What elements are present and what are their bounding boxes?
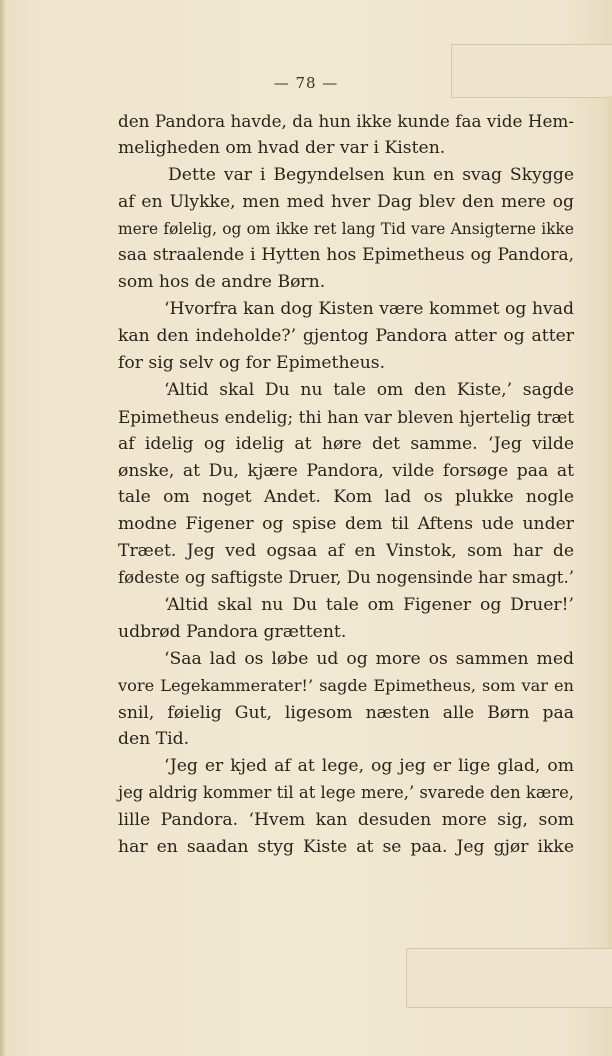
text-line: fødeste og saftigste Druer, Du nogensinde har smagt.’ bbox=[118, 568, 574, 588]
text-line: har en saadan styg Kiste at se paa. Jeg gjør ikke bbox=[118, 837, 574, 858]
text-line: ‘Saa lad os løbe ud og more os sammen med bbox=[164, 648, 574, 669]
text-line: modne Figener og spise dem til Aftens ude under bbox=[118, 514, 574, 535]
text-line: af idelig og idelig at høre det samme. ‘Jeg vilde bbox=[118, 433, 574, 454]
body-text bbox=[118, 108, 574, 861]
text-line: som hos de andre Børn. bbox=[118, 272, 326, 293]
text-line: snil, føielig Gut, ligesom næsten alle Børn paa bbox=[118, 702, 574, 723]
text-line: den Pandora havde, da hun ikke kunde faa vide Hem- bbox=[118, 111, 574, 131]
text-line: tale om noget Andet. Kom lad os plukke nogle bbox=[118, 487, 574, 508]
text-line: lille Pandora. ‘Hvem kan desuden more sig, som bbox=[118, 810, 574, 831]
text-line: vore Legekammerater!’ sagde Epimetheus, som var en bbox=[118, 675, 574, 695]
text-line: Epimetheus endelig; thi han var bleven hjertelig træt bbox=[118, 406, 574, 427]
text-line: af en Ulykke, men med hver Dag blev den mere og bbox=[118, 191, 574, 212]
text-line: jeg aldrig kommer til at lege mere,’ svarede den kære, bbox=[118, 783, 574, 803]
text-line: ønske, at Du, kjære Pandora, vilde forsøge paa at bbox=[118, 460, 574, 481]
text-line: mere følelig, og om ikke ret lang Tid vare Ansigterne ikke bbox=[118, 219, 574, 238]
text-line: udbrød Pandora grættent. bbox=[118, 621, 347, 642]
text-line: ‘Altid skal nu Du tale om Figener og Druer!’ bbox=[164, 595, 574, 616]
text-line: for sig selv og for Epimetheus. bbox=[118, 353, 386, 374]
text-line: Dette var i Begyndelsen kun en svag Skygge bbox=[168, 164, 574, 185]
text-line: den Tid. bbox=[118, 729, 190, 750]
text-line: ‘Hvorfra kan dog Kisten være kommet og hvad bbox=[164, 299, 574, 320]
text-line: ‘Jeg er kjed af at lege, og jeg er lige glad, om bbox=[164, 756, 574, 777]
text-line: ‘Altid skal Du nu tale om den Kiste,’ sagde bbox=[164, 379, 574, 400]
text-line: Træet. Jeg ved ogsaa af en Vinstok, som har de bbox=[118, 541, 574, 562]
text-line: meligheden om hvad der var i Kisten. bbox=[118, 137, 446, 158]
page-edge-tab-bottom bbox=[406, 948, 612, 1008]
page-edge-right bbox=[604, 96, 612, 948]
page-number: — 78 — bbox=[273, 74, 339, 92]
text-line: saa straalende i Hytten hos Epimetheus og Pandora, bbox=[118, 245, 574, 266]
text-line: kan den indeholde?’ gjentog Pandora atter og atter bbox=[118, 326, 574, 347]
page-gutter-shadow bbox=[0, 0, 6, 1056]
